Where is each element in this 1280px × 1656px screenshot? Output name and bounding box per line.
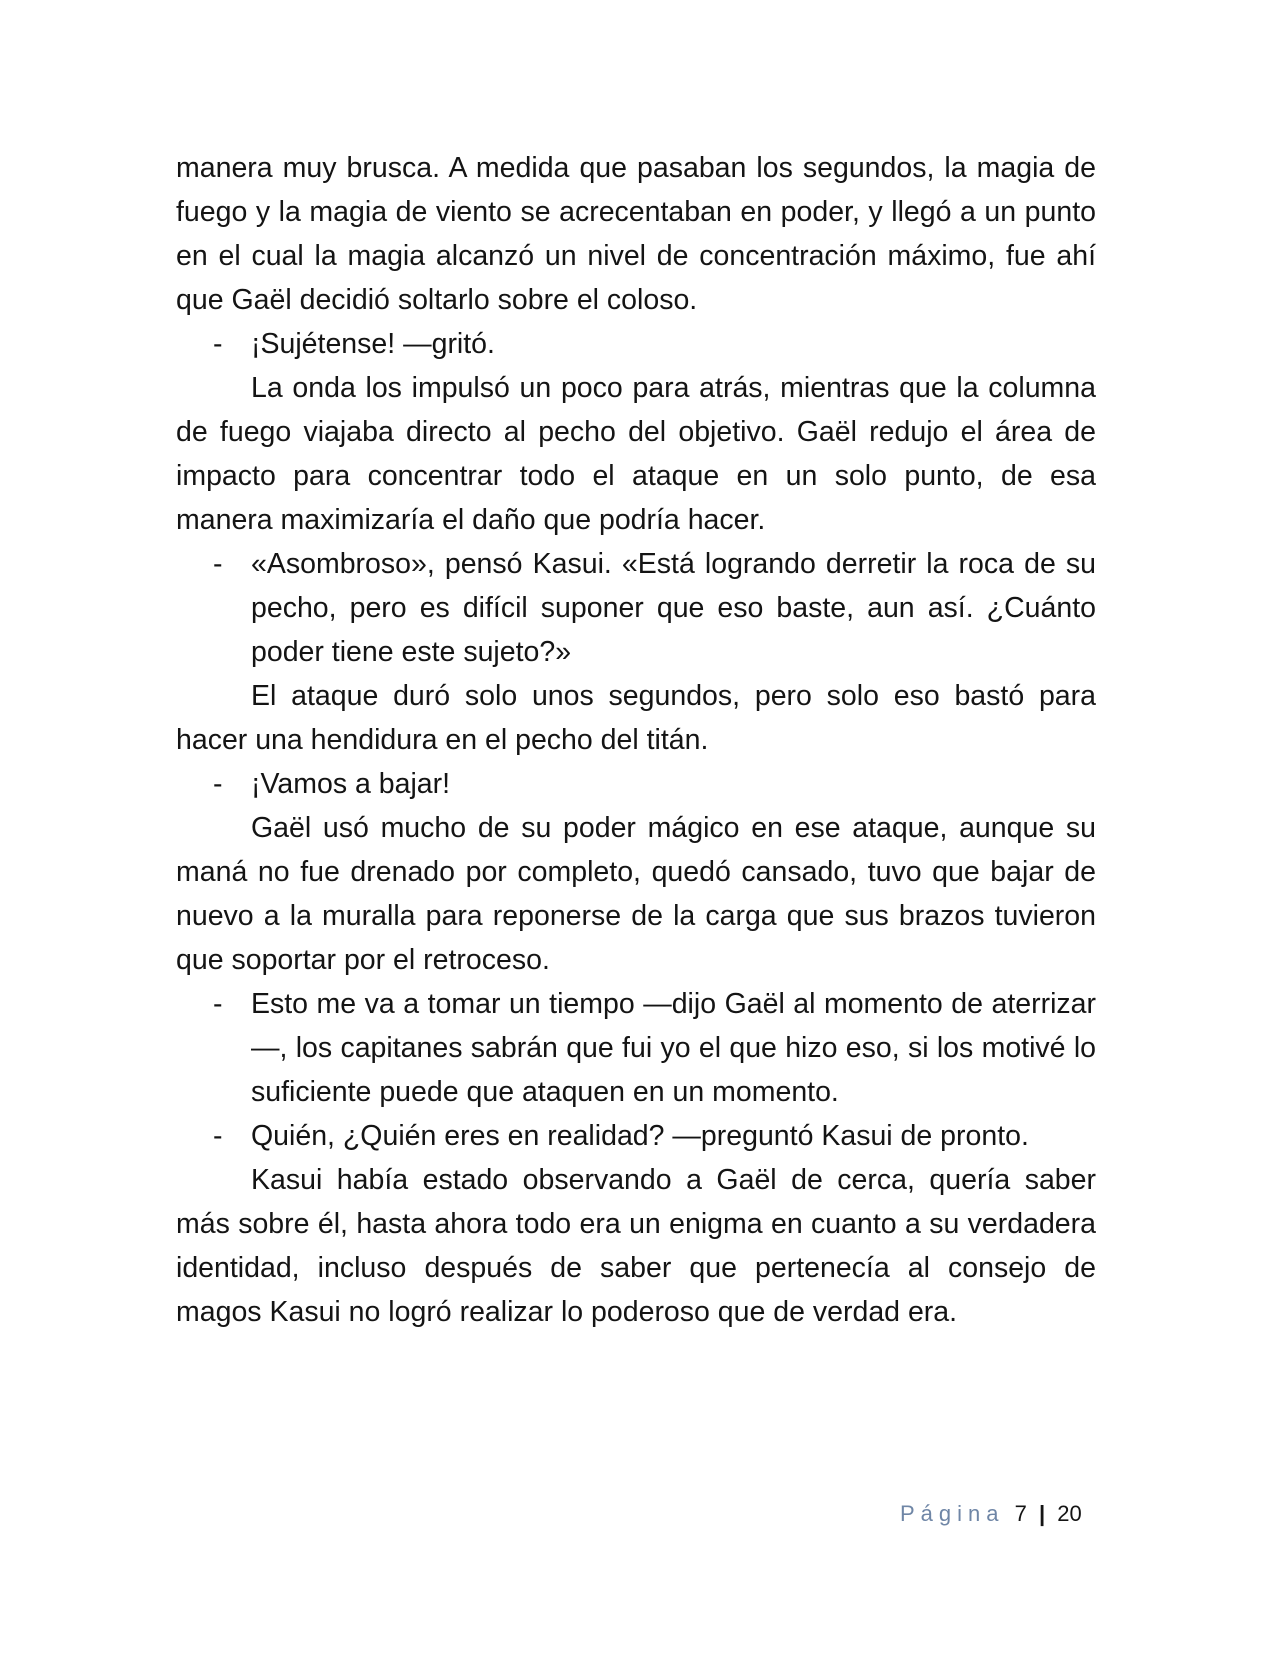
dialogue-text: ¡Vamos a bajar! — [251, 768, 451, 800]
dialogue-line-3 — [176, 762, 1096, 806]
dialogue-text: ¡Sujétense! —gritó. — [251, 328, 495, 360]
page-footer — [900, 1500, 1082, 1528]
dialogue-dash: - — [213, 328, 223, 360]
dialogue-line-1 — [176, 322, 1096, 366]
paragraph-2: La onda los impulsó un poco para atrás, mientras que la columna de fuego viajaba directo al pecho del objetivo. Gaël redujo el área de impacto para concentrar todo el ataque en un solo punto, de esa manera maximizaría el daño que podría hacer. — [176, 372, 1096, 536]
page-total: 20 — [1057, 1501, 1082, 1526]
paragraph-5: Kasui había estado observando a Gaël de cerca, quería saber más sobre él, hasta ahora todo era un enigma en cuanto a su verdadera identidad, incluso después de saber que pertenecía al consejo de magos Kasui no logró realizar lo poderoso que de verdad era. — [176, 1164, 1096, 1328]
page-separator: | — [1039, 1501, 1046, 1526]
page-label: Página — [900, 1501, 1005, 1526]
dialogue-text: «Asombroso», pensó Kasui. «Está logrando derretir la roca de su pecho, pero es difícil suponer que eso baste, aun así. ¿Cuánto poder tiene este sujeto?» — [251, 548, 1096, 668]
dialogue-line-5 — [176, 1114, 1096, 1158]
dialogue-dash: - — [213, 768, 223, 800]
dialogue-text: Esto me va a tomar un tiempo —dijo Gaël al momento de aterrizar—, los capitanes sabrán que fui yo el que hizo eso, si los motivé lo suficiente puede que ataquen en un momento. — [251, 988, 1096, 1108]
dialogue-dash: - — [213, 548, 223, 580]
paragraph-1: manera muy brusca. A medida que pasaban los segundos, la magia de fuego y la magia de viento se acrecentaban en poder, y llegó a un punto en el cual la magia alcanzó un nivel de concentración máximo, fue ahí que Gaël decidió soltarlo sobre el coloso. — [176, 152, 1096, 316]
dialogue-line-4 — [176, 982, 1096, 1114]
dialogue-dash: - — [213, 988, 223, 1020]
body-text — [176, 146, 1096, 1334]
paragraph-3: El ataque duró solo unos segundos, pero solo eso bastó para hacer una hendidura en el pecho del titán. — [176, 680, 1096, 756]
paragraph-4: Gaël usó mucho de su poder mágico en ese ataque, aunque su maná no fue drenado por completo, quedó cansado, tuvo que bajar de nuevo a la muralla para reponerse de la carga que sus brazos tuvieron que soportar por el retroceso. — [176, 812, 1096, 976]
dialogue-text: Quién, ¿Quién eres en realidad? —preguntó Kasui de pronto. — [251, 1120, 1029, 1152]
dialogue-line-2 — [176, 542, 1096, 674]
dialogue-dash: - — [213, 1120, 223, 1152]
page-number: 7 — [1014, 1501, 1027, 1526]
